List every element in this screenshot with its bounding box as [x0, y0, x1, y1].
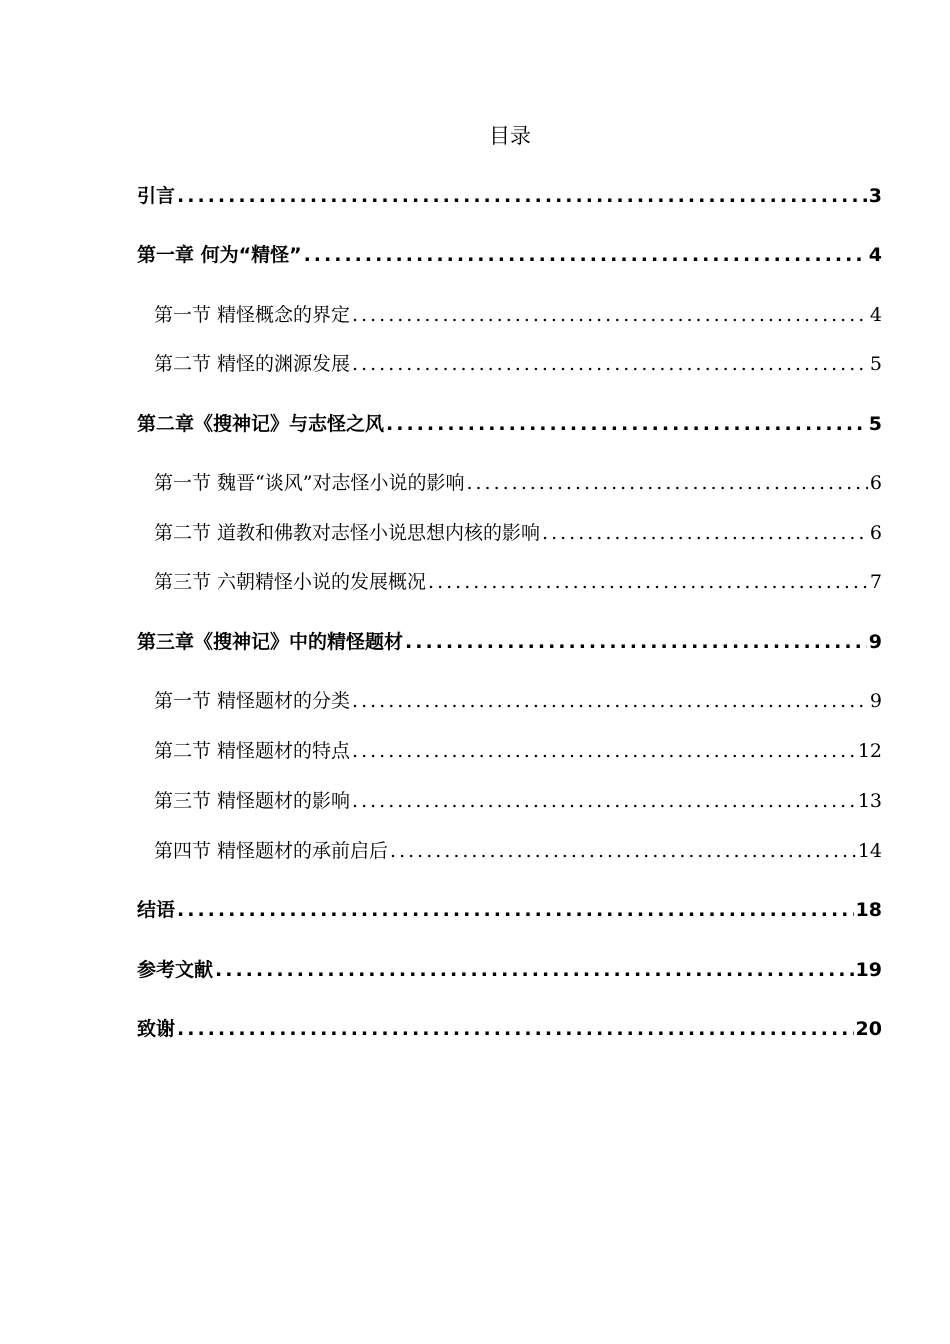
toc-leader-dots — [352, 300, 868, 330]
toc-entry-text: 第一节 精怪概念的界定 — [154, 304, 351, 326]
toc-leader-dots — [542, 518, 868, 548]
toc-leader-dots — [428, 567, 868, 597]
toc-page-number: 7 — [869, 571, 882, 593]
toc-leader-dots — [466, 468, 867, 498]
toc-entry-text: 第三节 精怪题材的影响 — [154, 790, 351, 812]
toc-entry-text: 参考文献 — [137, 959, 214, 981]
toc-leader-dots — [177, 895, 854, 925]
toc-entry-chapter-1-section-2[interactable] — [154, 349, 882, 379]
toc-page-number: 6 — [869, 472, 882, 494]
toc-leader-dots — [304, 240, 867, 270]
toc-entry-conclusion[interactable] — [137, 895, 882, 925]
toc-title: 目录 — [489, 124, 531, 148]
toc-page-number: 4 — [869, 304, 882, 326]
toc-entry-chapter-2[interactable] — [137, 409, 882, 439]
toc-entry-chapter-1[interactable] — [137, 240, 882, 270]
toc-page-number: 3 — [868, 185, 882, 207]
toc-entry-text: 第四节 精怪题材的承前启后 — [154, 840, 389, 862]
toc-page-number: 18 — [855, 899, 882, 921]
toc-leader-dots — [177, 181, 867, 211]
toc-entry-chapter-3-section-4[interactable] — [154, 836, 882, 866]
toc-entry-chapter-3-section-3[interactable] — [154, 786, 882, 816]
toc-leader-dots — [352, 736, 856, 766]
toc-entry-text: 第二章《搜神记》与志怪之风 — [137, 413, 385, 435]
toc-entry-chapter-2-section-2[interactable] — [154, 518, 882, 548]
toc-entry-chapter-2-section-3[interactable] — [154, 567, 882, 597]
toc-entry-text: 第三章《搜神记》中的精怪题材 — [137, 631, 404, 653]
toc-page-number: 9 — [869, 690, 882, 712]
toc-page-number: 4 — [868, 244, 882, 266]
toc-leader-dots — [386, 409, 867, 439]
toc-entry-text: 第三节 六朝精怪小说的发展概况 — [154, 571, 427, 593]
toc-page-number: 12 — [857, 740, 882, 762]
toc-leader-dots — [215, 955, 854, 985]
toc-entry-chapter-1-section-1[interactable] — [154, 300, 882, 330]
toc-entry-text: 结语 — [137, 899, 176, 921]
toc-entry-chapter-3-section-1[interactable] — [154, 686, 882, 716]
toc-entry-text: 第一章 何为“精怪” — [137, 244, 302, 266]
toc-entry-introduction[interactable] — [137, 181, 882, 211]
toc-leader-dots — [405, 627, 867, 657]
toc-entry-chapter-2-section-1[interactable] — [154, 468, 882, 498]
toc-leader-dots — [352, 686, 868, 716]
toc-entry-text: 致谢 — [137, 1018, 176, 1040]
toc-entry-text: 第二节 精怪题材的特点 — [154, 740, 351, 762]
toc-entry-text: 第一节 魏晋“谈风”对志怪小说的影响 — [154, 472, 465, 494]
toc-page-number: 14 — [857, 840, 882, 862]
toc-entry-chapter-3[interactable] — [137, 627, 882, 657]
toc-entry-acknowledgements[interactable] — [137, 1014, 882, 1044]
toc-page-number: 20 — [855, 1018, 882, 1040]
toc-leader-dots — [352, 349, 868, 379]
toc-leader-dots — [352, 786, 856, 816]
toc-page-number: 5 — [868, 413, 882, 435]
toc-leader-dots — [390, 836, 856, 866]
toc-page-number: 9 — [868, 631, 882, 653]
toc-entry-text: 引言 — [137, 185, 176, 207]
toc-page-number: 19 — [855, 959, 882, 981]
toc-page-number: 13 — [857, 790, 882, 812]
toc-page-number: 5 — [869, 353, 882, 375]
toc-leader-dots — [177, 1014, 854, 1044]
toc-page-number: 6 — [869, 522, 882, 544]
toc-entry-text: 第二节 道教和佛教对志怪小说思想内核的影响 — [154, 522, 541, 544]
toc-entry-references[interactable] — [137, 955, 882, 985]
toc-entry-chapter-3-section-2[interactable] — [154, 736, 882, 766]
toc-entry-text: 第一节 精怪题材的分类 — [154, 690, 351, 712]
toc-entry-text: 第二节 精怪的渊源发展 — [154, 353, 351, 375]
